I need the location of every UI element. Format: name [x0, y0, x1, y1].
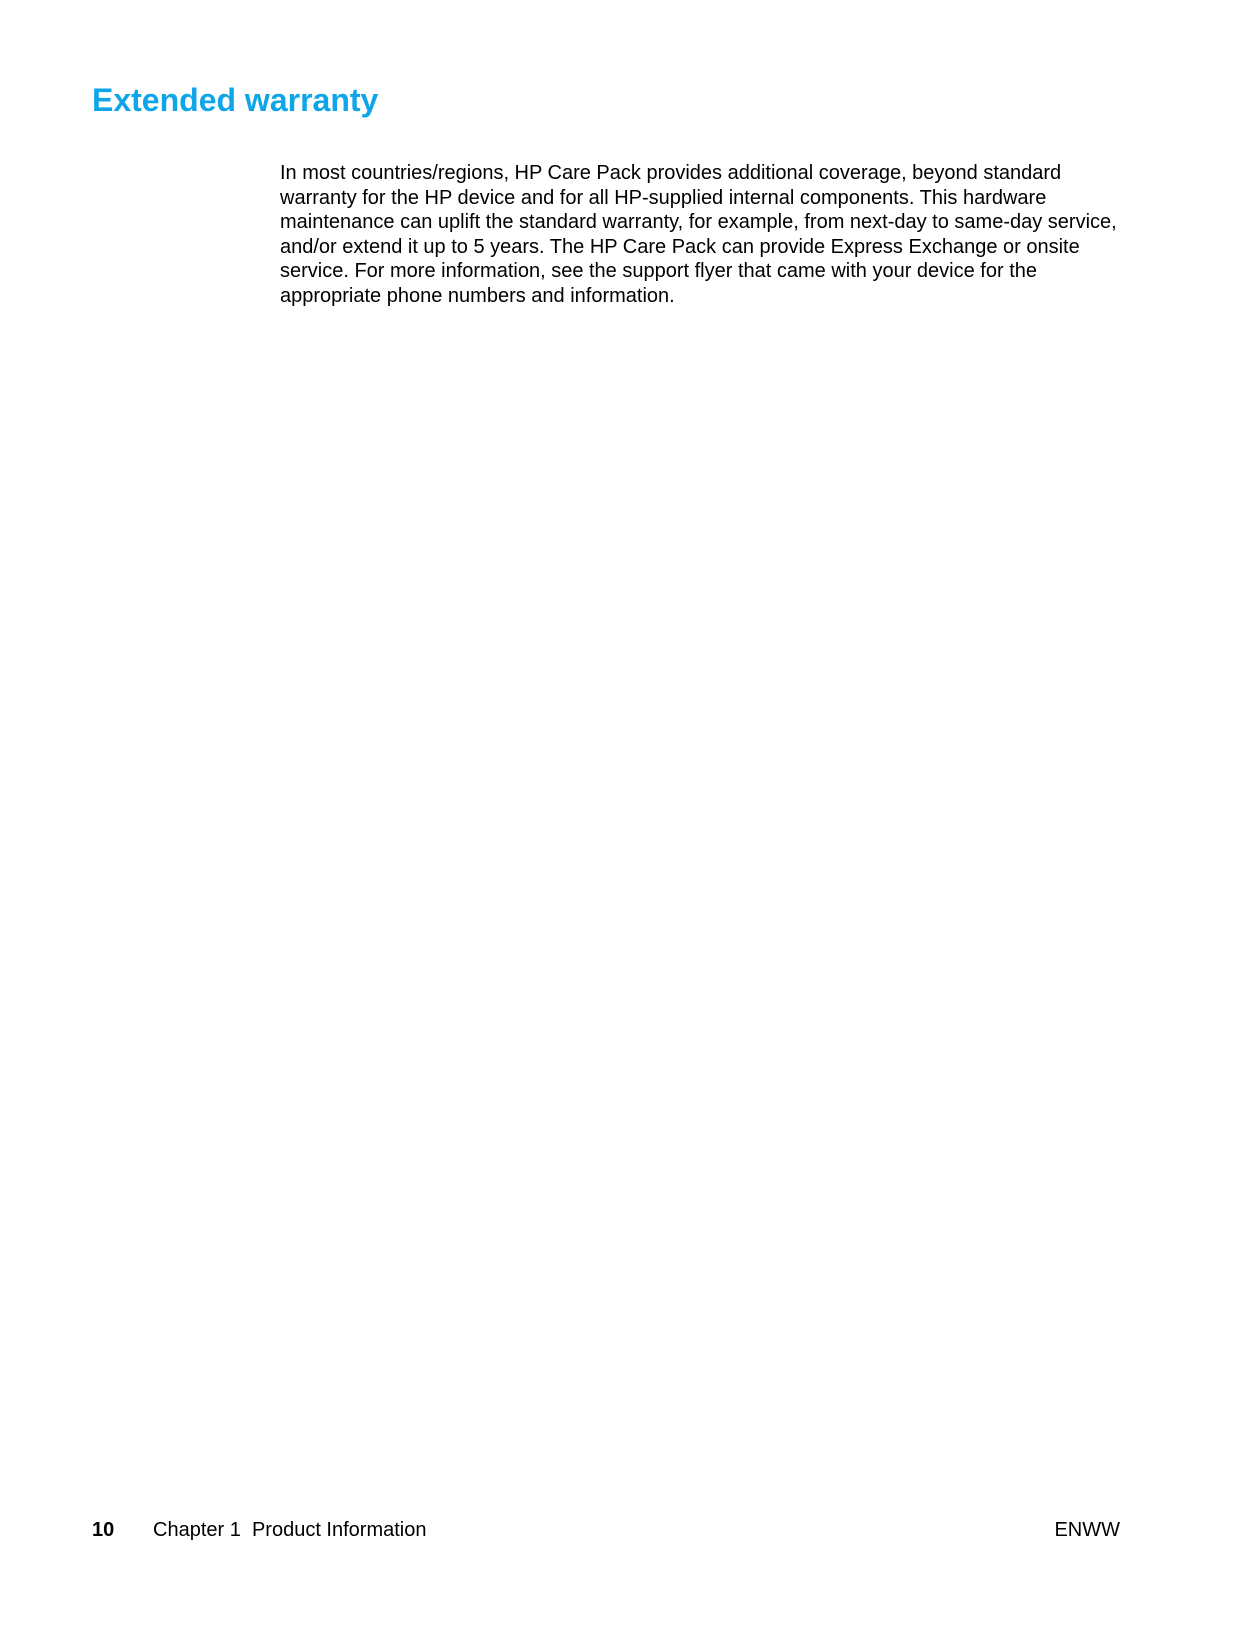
body-paragraph: In most countries/regions, HP Care Pack provides additional coverage, beyond standard warranty for the HP device and for all HP-supplied internal components. This hardware maintenance can uplift the standard warranty, for example, from next-day to same-day service, and/or extend it up to 5 years. The HP Care Pack can provide Express Exchange or onsite service. For more information, see the support flyer that came with your device for the appropriate phone numbers and information. [280, 162, 1117, 307]
document-code: ENWW [1054, 1519, 1120, 1541]
page-number: 10 [92, 1519, 115, 1541]
chapter-label: Chapter 1 Product Information [153, 1519, 427, 1541]
page-footer [92, 1516, 1120, 1544]
page-title: Extended warranty [92, 82, 379, 118]
